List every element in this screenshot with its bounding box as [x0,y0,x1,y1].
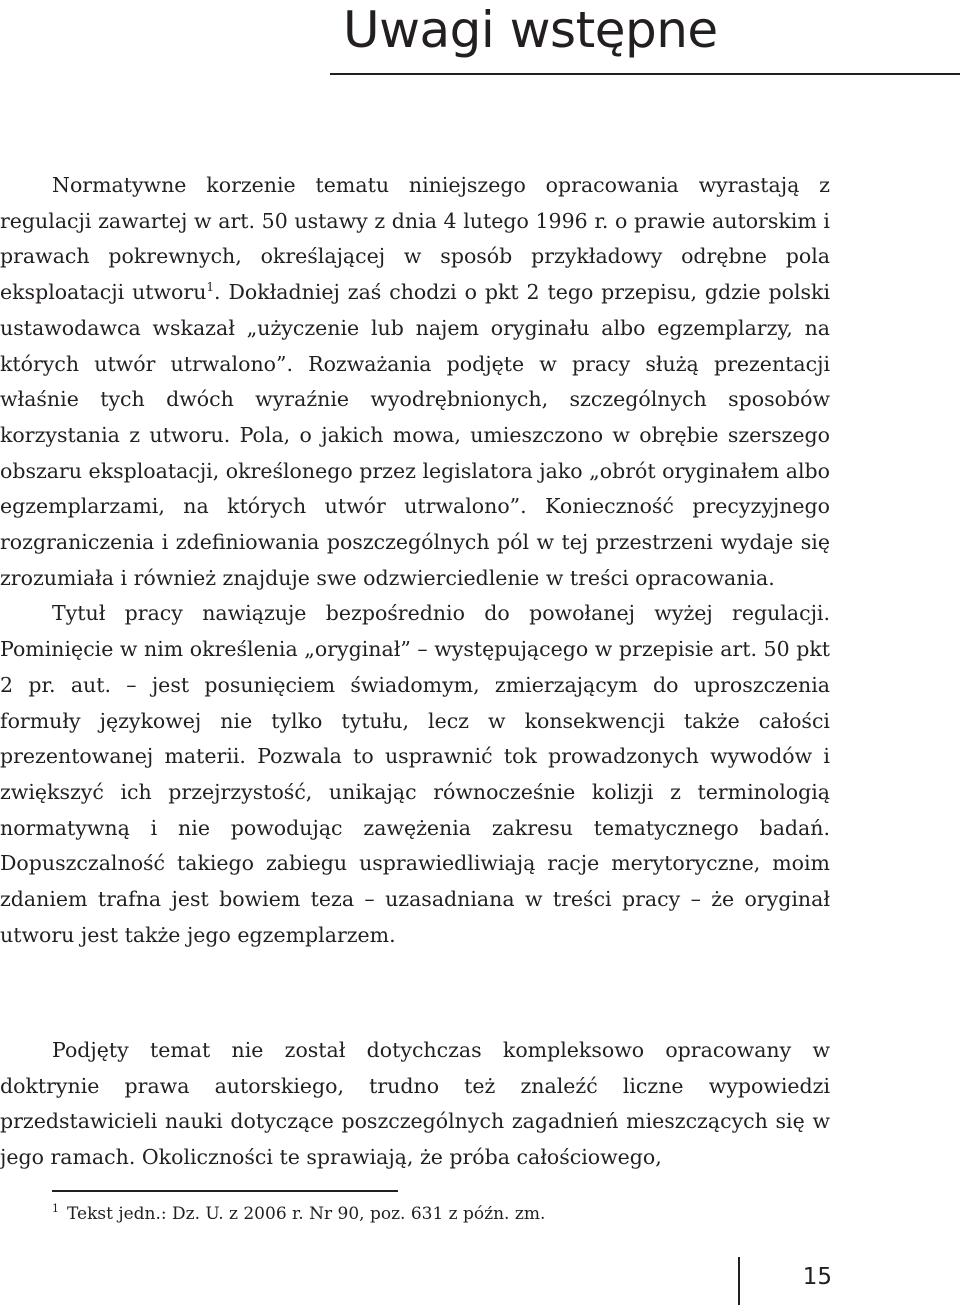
footnote-rule [52,1190,398,1192]
title-rule [330,73,960,75]
body-text-block [0,168,830,953]
footnote-marker: 1 [52,1202,59,1215]
paragraph-3: Podjęty temat nie został dotychczas kompleksowo opracowany w doktrynie prawa autorskiego, trudno też znaleźć liczne wypowiedzi przedstawicieli nauki dotyczące poszczególnych zagadnień mieszczących się w jego ramach. Okoliczności te sprawiają, że próba całościowego, [0,1038,830,1170]
paragraph-1-text-b: . Dokładniej zaś chodzi o pkt 2 tego przepisu, gdzie polski ustawodawca wskazał „użyczenie lub najem oryginału albo egzemplarzy, na których utwór utrwalono”. Rozważania podjęte w pracy służą prezentacji właśnie tych dwóch wyraźnie wyodrębnionych, szczególnych sposobów korzystania z utworu. Pola, o jakich mowa, umieszczono w obrębie szerszego obszaru eksploatacji, określonego przez legislatora jako „obrót oryginałem albo egzemplarzami, na których utwór utrwalono”. Konieczność precyzyjnego rozgraniczenia i zdefiniowania poszczególnych pól w tej przestrzeni wydaje się zrozumiała i również znajduje swe odzwierciedlenie w treści opracowania. [0,280,830,590]
paragraph-2: Tytuł pracy nawiązuje bezpośrednio do powołanej wyżej regulacji. Pominięcie w nim określenia „oryginał” – występującego w przepisie art. 50 pkt 2 pr. aut. – jest posunięciem świadomym, zmierzającym do uproszczenia formuły językowej nie tylko tytułu, lecz w konsekwencji także całości prezentowanej materii. Pozwala to usprawnić tok prowadzonych wywodów i zwiększyć ich przejrzystość, unikając równocześnie kolizji z terminologią normatywną i nie powodując zawężenia zakresu tematycznego badań. Dopuszczalność takiego zabiegu usprawiedliwiają racje merytoryczne, moim zdaniem trafna jest bowiem teza – uzasadniana w treści pracy – że oryginał utworu jest także jego egzemplarzem. [0,601,830,947]
footnote-reference: 1 [206,280,215,295]
paragraph-1 [0,168,830,596]
page-number-rule [738,1257,740,1305]
footnote-text: Tekst jedn.: Dz. U. z 2006 r. Nr 90, poz. 631 z późn. zm. [67,1204,546,1224]
paragraph-1-text-a: Normatywne korzenie tematu niniejszego opracowania wyrastają z regulacji zawartej w art. 50 ustawy z dnia 4 lutego 1996 r. o prawie autorskim i prawach pokrewnych, określającej w sposób przykładowy odrębne pola eksploatacji utworu [0,173,830,305]
body-text-block-continued [0,1033,830,1176]
page-number: 15 [802,1264,832,1290]
chapter-title: Uwagi wstępne [343,1,718,59]
footnote [52,1200,830,1228]
